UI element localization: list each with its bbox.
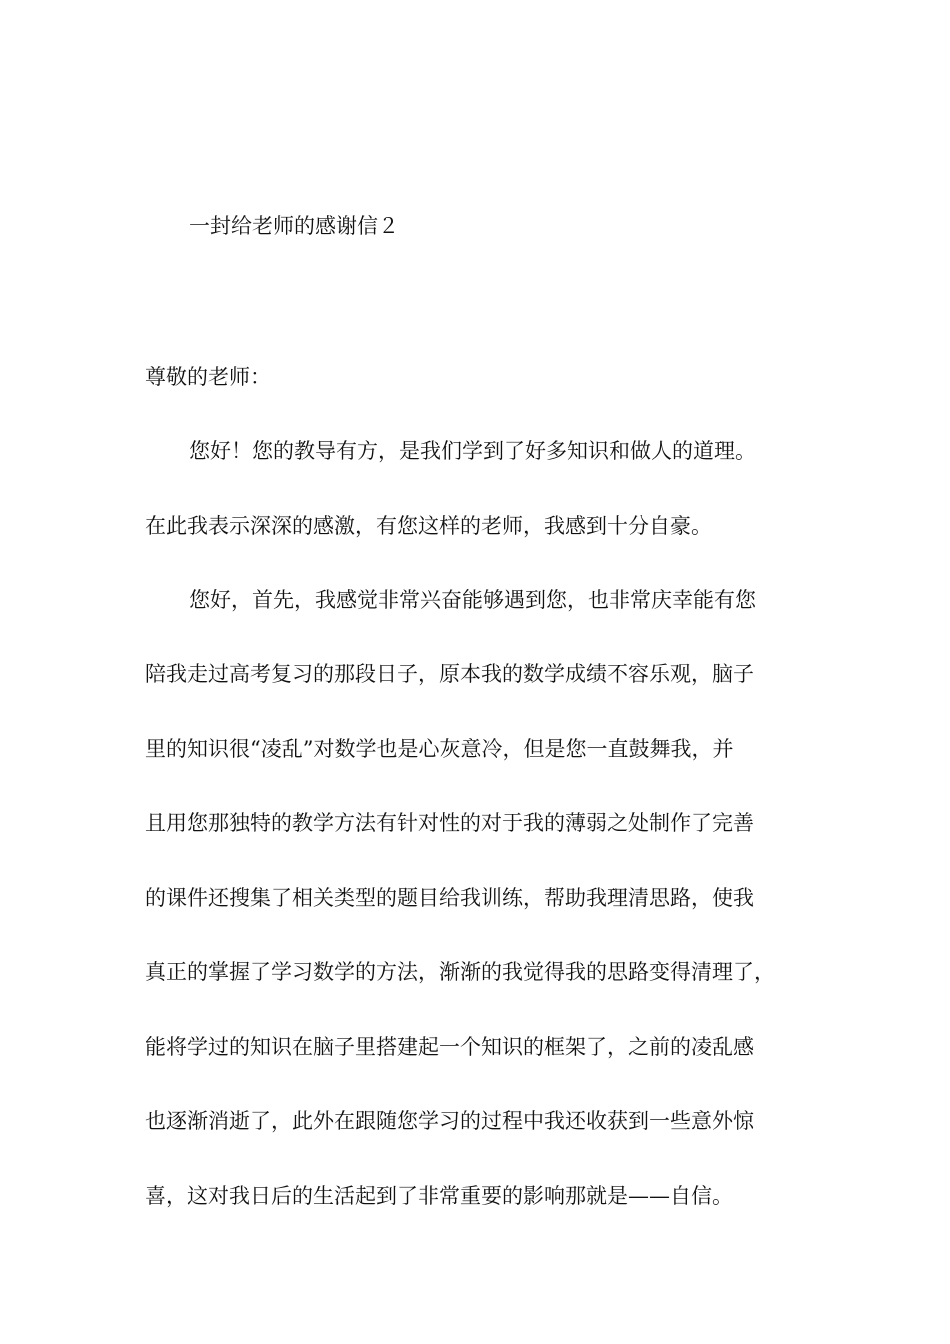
body-line-7: 的课件还搜集了相关类型的题目给我训练，帮助我理清思路，使我 <box>145 886 754 910</box>
body-line-2: 在此我表示深深的感激，有您这样的老师，我感到十分自豪。 <box>145 514 712 538</box>
body-line-8: 真正的掌握了学习数学的方法，渐渐的我觉得我的思路变得清理了， <box>145 960 775 984</box>
salutation: 尊敬的老师： <box>145 365 271 389</box>
body-line-3: 您好，首先，我感觉非常兴奋能够遇到您，也非常庆幸能有您 <box>189 588 756 612</box>
letter-title: 一封给老师的感谢信２ <box>189 214 399 238</box>
body-line-11: 喜，这对我日后的生活起到了非常重要的影响那就是——自信。 <box>145 1184 733 1208</box>
body-line-10: 也逐渐消逝了，此外在跟随您学习的过程中我还收获到一些意外惊 <box>145 1109 754 1133</box>
body-line-6: 且用您那独特的教学方法有针对性的对于我的薄弱之处制作了完善 <box>145 811 754 835</box>
body-line-4: 陪我走过高考复习的那段日子，原本我的数学成绩不容乐观，脑子 <box>145 662 754 686</box>
body-line-9: 能将学过的知识在脑子里搭建起一个知识的框架了，之前的凌乱感 <box>145 1035 754 1059</box>
body-line-1: 您好！您的教导有方，是我们学到了好多知识和做人的道理。 <box>189 439 756 463</box>
body-line-5: 里的知识很“凌乱”对数学也是心灰意冷，但是您一直鼓舞我，并 <box>145 737 734 761</box>
